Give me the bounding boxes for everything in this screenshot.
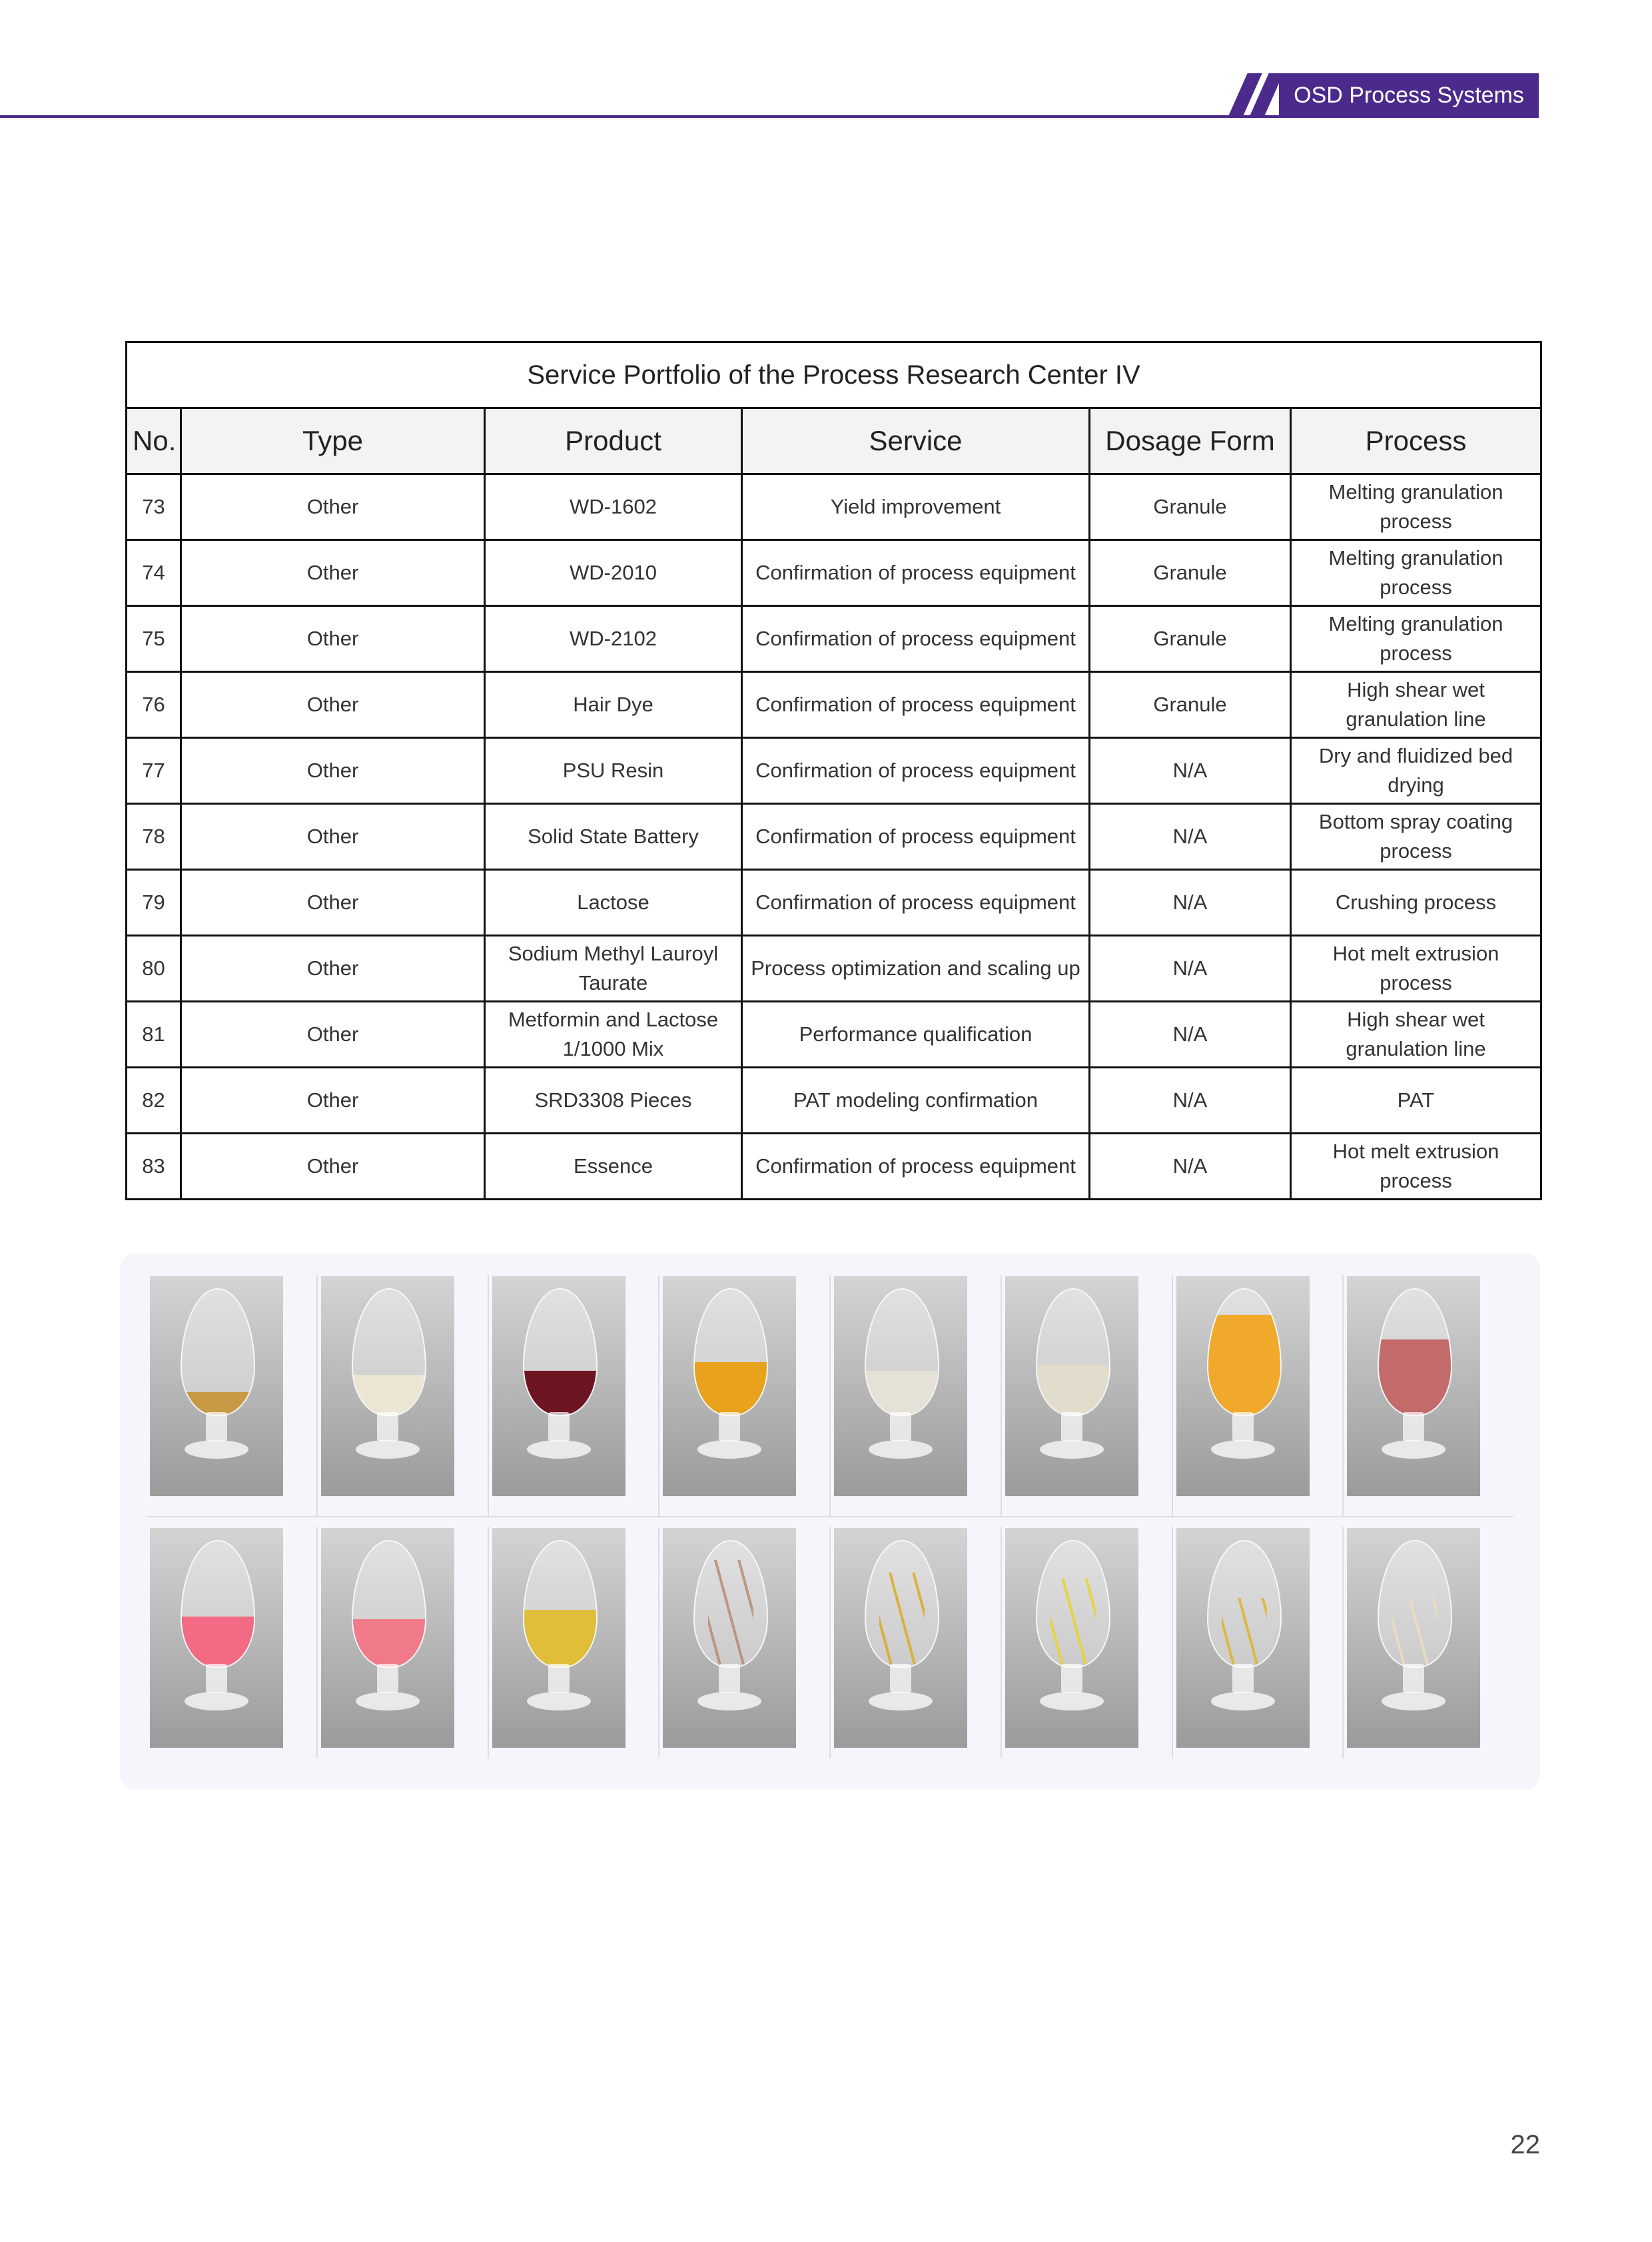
- extrudate-strands: [708, 1560, 753, 1667]
- jar-neck: [719, 1412, 740, 1441]
- jar-neck: [719, 1664, 740, 1693]
- cell-service: Confirmation of process equipment: [742, 804, 1090, 870]
- sample-material: [1208, 1315, 1280, 1415]
- service-portfolio-table: [125, 341, 1542, 1200]
- gallery-cell: [318, 1527, 489, 1758]
- cell-process: Hot melt extrusion process: [1291, 936, 1541, 1002]
- cell-service: Confirmation of process equipment: [742, 606, 1090, 672]
- cell-dosage-form: Granule: [1090, 540, 1291, 606]
- column-header-product: Product: [485, 408, 742, 474]
- cell-type: Other: [181, 738, 485, 804]
- jar-base: [1382, 1692, 1446, 1710]
- gallery-cell: [659, 1527, 831, 1758]
- cell-no: 82: [127, 1068, 181, 1134]
- sample-material: [182, 1617, 254, 1667]
- gallery-cell: [489, 1275, 660, 1516]
- sample-material: [1379, 1339, 1451, 1415]
- table-row: [127, 1068, 1541, 1134]
- cell-service: Performance qualification: [742, 1002, 1090, 1068]
- column-header-no: No.: [127, 408, 181, 474]
- cell-process: Melting granulation process: [1291, 474, 1541, 540]
- jar-base: [1382, 1440, 1446, 1459]
- cell-dosage-form: N/A: [1090, 1068, 1291, 1134]
- sample-photo: [492, 1528, 625, 1748]
- jar-base: [1040, 1440, 1104, 1459]
- table-header-row: [127, 408, 1541, 474]
- sample-jar-icon: [181, 1540, 255, 1668]
- cell-process: Crushing process: [1291, 870, 1541, 936]
- jar-base: [527, 1440, 591, 1459]
- cell-no: 81: [127, 1002, 181, 1068]
- table-row: [127, 870, 1541, 936]
- cell-process: High shear wet granulation line: [1291, 672, 1541, 738]
- sample-photo: [492, 1276, 625, 1496]
- sample-material: [353, 1375, 425, 1415]
- cell-no: 74: [127, 540, 181, 606]
- cell-type: Other: [181, 540, 485, 606]
- cell-product: WD-1602: [485, 474, 742, 540]
- column-header-process: Process: [1291, 408, 1541, 474]
- jar-neck: [206, 1412, 227, 1441]
- cell-product: Hair Dye: [485, 672, 742, 738]
- section-tag: OSD Process Systems: [1279, 73, 1539, 117]
- sample-jar-icon: [181, 1288, 255, 1416]
- table-row: [127, 936, 1541, 1002]
- cell-type: Other: [181, 1002, 485, 1068]
- sample-photo: [150, 1528, 283, 1748]
- table-row: [127, 738, 1541, 804]
- extrudate-strands: [879, 1573, 925, 1667]
- cell-product: SRD3308 Pieces: [485, 1068, 742, 1134]
- jar-base: [697, 1692, 761, 1710]
- cell-type: Other: [181, 804, 485, 870]
- sample-material: [353, 1619, 425, 1667]
- jar-neck: [548, 1664, 570, 1693]
- jar-neck: [1403, 1664, 1424, 1693]
- cell-type: Other: [181, 474, 485, 540]
- cell-type: Other: [181, 936, 485, 1002]
- sample-photo: [321, 1276, 454, 1496]
- table-row: [127, 672, 1541, 738]
- cell-process: Melting granulation process: [1291, 606, 1541, 672]
- gallery-cell: [147, 1527, 318, 1758]
- cell-dosage-form: Granule: [1090, 672, 1291, 738]
- sample-material: [1037, 1365, 1109, 1415]
- jar-neck: [377, 1412, 398, 1441]
- gallery-cell: [1002, 1275, 1173, 1516]
- cell-product: Essence: [485, 1134, 742, 1200]
- extrudate-strands: [1050, 1579, 1096, 1667]
- cell-type: Other: [181, 1134, 485, 1200]
- cell-dosage-form: N/A: [1090, 804, 1291, 870]
- cell-no: 78: [127, 804, 181, 870]
- cell-no: 79: [127, 870, 181, 936]
- cell-product: Metformin and Lactose 1/1000 Mix: [485, 1002, 742, 1068]
- jar-base: [527, 1692, 591, 1710]
- cell-service: Confirmation of process equipment: [742, 672, 1090, 738]
- sample-photo: [1005, 1276, 1138, 1496]
- cell-type: Other: [181, 1068, 485, 1134]
- table-title: Service Portfolio of the Process Research Center IV: [127, 342, 1541, 408]
- sample-material: [182, 1392, 254, 1415]
- jar-base: [356, 1440, 420, 1459]
- sample-jar-icon: [1207, 1288, 1282, 1416]
- sample-jar-icon: [865, 1288, 939, 1416]
- gallery-cell: [1344, 1275, 1513, 1516]
- jar-base: [1211, 1440, 1275, 1459]
- jar-neck: [1232, 1664, 1254, 1693]
- cell-dosage-form: N/A: [1090, 738, 1291, 804]
- cell-service: Yield improvement: [742, 474, 1090, 540]
- cell-type: Other: [181, 672, 485, 738]
- gallery-cell: [1173, 1527, 1344, 1758]
- page-number: 22: [1510, 2130, 1540, 2159]
- column-header-type: Type: [181, 408, 485, 474]
- cell-process: Dry and fluidized bed drying: [1291, 738, 1541, 804]
- cell-service: Confirmation of process equipment: [742, 870, 1090, 936]
- sample-material: [866, 1371, 938, 1415]
- cell-product: PSU Resin: [485, 738, 742, 804]
- table-row: [127, 1134, 1541, 1200]
- cell-process: PAT: [1291, 1068, 1541, 1134]
- cell-dosage-form: N/A: [1090, 870, 1291, 936]
- jar-base: [356, 1692, 420, 1710]
- cell-product: WD-2010: [485, 540, 742, 606]
- cell-no: 73: [127, 474, 181, 540]
- sample-jar-icon: [523, 1540, 598, 1668]
- cell-type: Other: [181, 606, 485, 672]
- extrudate-strands-icon: [1036, 1540, 1110, 1668]
- gallery-row-1: [147, 1275, 1513, 1517]
- gallery-row-2: [147, 1527, 1513, 1758]
- cell-service: Confirmation of process equipment: [742, 1134, 1090, 1200]
- extrudate-strands-icon: [1207, 1540, 1282, 1668]
- sample-photo: [834, 1528, 967, 1748]
- cell-no: 77: [127, 738, 181, 804]
- extrudate-strands: [1222, 1598, 1267, 1667]
- jar-neck: [890, 1412, 911, 1441]
- cell-dosage-form: N/A: [1090, 1002, 1291, 1068]
- cell-product: Sodium Methyl Lauroyl Taurate: [485, 936, 742, 1002]
- sample-photo: [834, 1276, 967, 1496]
- extrudate-strands-icon: [865, 1540, 939, 1668]
- cell-service: Process optimization and scaling up: [742, 936, 1090, 1002]
- cell-product: Lactose: [485, 870, 742, 936]
- sample-photo: [1176, 1528, 1310, 1748]
- sample-material: [695, 1362, 767, 1415]
- gallery-cell: [489, 1527, 660, 1758]
- cell-dosage-form: N/A: [1090, 936, 1291, 1002]
- gallery-cell: [1173, 1275, 1344, 1516]
- table-row: [127, 474, 1541, 540]
- cell-process: Bottom spray coating process: [1291, 804, 1541, 870]
- sample-photo: [321, 1528, 454, 1748]
- jar-neck: [548, 1412, 570, 1441]
- sample-material: [524, 1610, 596, 1667]
- sample-photo-gallery: [120, 1254, 1540, 1789]
- table-row: [127, 540, 1541, 606]
- jar-neck: [1232, 1412, 1254, 1441]
- sample-photo: [1176, 1276, 1310, 1496]
- jar-neck: [1403, 1412, 1424, 1441]
- sample-jar-icon: [352, 1288, 426, 1416]
- jar-neck: [1061, 1664, 1082, 1693]
- cell-process: Melting granulation process: [1291, 540, 1541, 606]
- jar-neck: [890, 1664, 911, 1693]
- cell-process: High shear wet granulation line: [1291, 1002, 1541, 1068]
- jar-base: [869, 1440, 933, 1459]
- gallery-cell: [318, 1275, 489, 1516]
- cell-no: 76: [127, 672, 181, 738]
- sample-photo: [1347, 1528, 1480, 1748]
- jar-neck: [1061, 1412, 1082, 1441]
- jar-base: [185, 1440, 248, 1459]
- extrudate-strands-icon: [1378, 1540, 1452, 1668]
- extrudate-strands-icon: [693, 1540, 768, 1668]
- cell-dosage-form: Granule: [1090, 606, 1291, 672]
- gallery-cell: [1344, 1527, 1513, 1758]
- cell-no: 83: [127, 1134, 181, 1200]
- jar-neck: [206, 1664, 227, 1693]
- sample-photo: [1005, 1528, 1138, 1748]
- gallery-cell: [659, 1275, 831, 1516]
- extrudate-strands: [1392, 1598, 1438, 1667]
- table-row: [127, 1002, 1541, 1068]
- cell-no: 75: [127, 606, 181, 672]
- gallery-cell: [831, 1527, 1002, 1758]
- cell-product: WD-2102: [485, 606, 742, 672]
- sample-photo: [663, 1276, 796, 1496]
- cell-dosage-form: N/A: [1090, 1134, 1291, 1200]
- cell-service: PAT modeling confirmation: [742, 1068, 1090, 1134]
- sample-jar-icon: [523, 1288, 598, 1416]
- gallery-cell: [147, 1275, 318, 1516]
- jar-base: [185, 1692, 248, 1710]
- jar-neck: [377, 1664, 398, 1693]
- table-row: [127, 606, 1541, 672]
- cell-dosage-form: Granule: [1090, 474, 1291, 540]
- column-header-dosage-form: Dosage Form: [1090, 408, 1291, 474]
- jar-base: [1211, 1692, 1275, 1710]
- jar-base: [869, 1692, 933, 1710]
- sample-photo: [150, 1276, 283, 1496]
- sample-jar-icon: [1036, 1288, 1110, 1416]
- cell-process: Hot melt extrusion process: [1291, 1134, 1541, 1200]
- jar-base: [697, 1440, 761, 1459]
- cell-service: Confirmation of process equipment: [742, 738, 1090, 804]
- gallery-cell: [1002, 1527, 1173, 1758]
- cell-service: Confirmation of process equipment: [742, 540, 1090, 606]
- sample-jar-icon: [1378, 1288, 1452, 1416]
- jar-base: [1040, 1692, 1104, 1710]
- column-header-service: Service: [742, 408, 1090, 474]
- cell-type: Other: [181, 870, 485, 936]
- sample-jar-icon: [693, 1288, 768, 1416]
- cell-product: Solid State Battery: [485, 804, 742, 870]
- cell-no: 80: [127, 936, 181, 1002]
- sample-material: [524, 1371, 596, 1415]
- gallery-cell: [831, 1275, 1002, 1516]
- sample-photo: [663, 1528, 796, 1748]
- sample-jar-icon: [352, 1540, 426, 1668]
- table-row: [127, 804, 1541, 870]
- sample-photo: [1347, 1276, 1480, 1496]
